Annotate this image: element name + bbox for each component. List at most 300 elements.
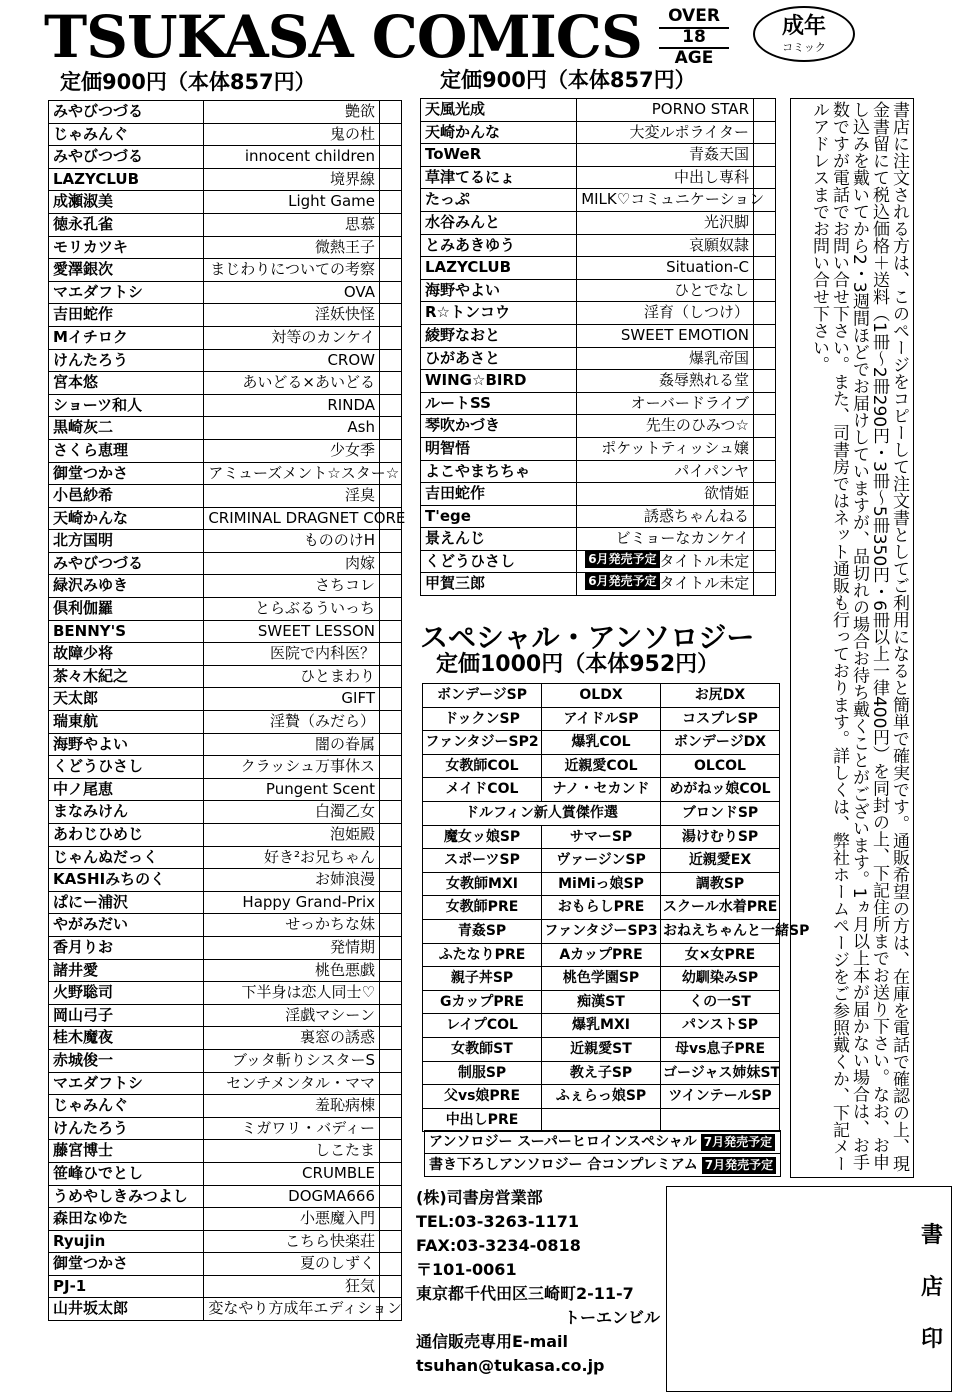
list-item (421, 189, 776, 212)
order-checkbox (380, 733, 402, 756)
anthology-cell: 女教師PRE (423, 896, 542, 920)
book-title-text: クラッシュ万事休ス (240, 757, 375, 776)
author-name: さくら恵理 (49, 439, 204, 462)
price-right: 定価900円（本体857円） (440, 68, 696, 92)
upcoming-anthology-cell (425, 1154, 781, 1177)
author-name: モリカツキ (49, 236, 204, 259)
stamp-char: 印 (920, 1327, 943, 1352)
book-title (204, 936, 380, 959)
book-title (577, 415, 754, 438)
order-checkbox (380, 711, 402, 734)
book-title-text: さちコレ (314, 576, 375, 595)
list-item (49, 959, 402, 982)
author-name: 明智悟 (421, 437, 577, 460)
price-left: 定価900円（本体857円） (60, 70, 316, 94)
book-title-text: 境界線 (329, 169, 375, 188)
book-title (577, 257, 754, 280)
author-name: じゃみんぐ (49, 1095, 204, 1118)
book-title-text: せっかちな妹 (285, 915, 375, 934)
anthology-row (423, 801, 780, 825)
order-checkbox (380, 146, 402, 169)
order-checkbox (754, 324, 776, 347)
order-checkbox (380, 1253, 402, 1276)
list-item (49, 123, 402, 146)
book-title-text: 哀願奴隷 (688, 235, 749, 254)
book-title (204, 1298, 402, 1321)
book-title-text: 中出し専科 (673, 167, 749, 186)
book-title-text: 裏窓の誘惑 (299, 1028, 375, 1047)
list-item (421, 392, 776, 415)
book-title-text: Situation-C (666, 258, 749, 277)
author-name: 吉田蛇作 (49, 304, 204, 327)
book-title-text: タイトル未定 (659, 574, 750, 593)
book-title-text: 姦辱熟れる堂 (658, 371, 749, 390)
book-title-text: ビミョーなカンケイ (615, 529, 749, 548)
book-title (204, 462, 400, 485)
author-name: まなみけん (49, 801, 204, 824)
book-title-text: Happy Grand-Prix (242, 892, 375, 911)
anthology-cell: OLDX (542, 684, 661, 708)
author-name: けんたろう (49, 1117, 204, 1140)
author-name: くどうひさし (49, 756, 204, 779)
list-item (421, 257, 776, 280)
bookstore-stamp-label (918, 1210, 946, 1366)
left-title-list (48, 100, 406, 1321)
author-name: やがみだい (49, 914, 204, 937)
anthology-cell: ファンタジーSP3 (542, 919, 661, 943)
book-title (204, 507, 406, 530)
author-name: Mイチロク (49, 326, 204, 349)
book-title-text: PORNO STAR (651, 100, 749, 118)
book-title-text: オーバードライブ (630, 393, 749, 412)
anthology-cell: おねえちゃんと一緒SP (661, 919, 780, 943)
author-name: 成瀬淑美 (49, 191, 204, 214)
book-title (204, 372, 380, 395)
book-title-text: Pungent Scent (265, 779, 375, 798)
author-name: 岡山弓子 (49, 1004, 204, 1027)
order-checkbox (380, 801, 402, 824)
book-title-text: CRIMINAL DRAGNET CORE (208, 508, 406, 527)
author-name: LAZYCLUB (49, 168, 204, 191)
anthology-row (423, 754, 780, 778)
book-title-text: 小悪魔入門 (299, 1209, 375, 1228)
anthology-row (423, 731, 780, 755)
order-checkbox (380, 1162, 402, 1185)
author-name: ショーツ和人 (49, 394, 204, 417)
book-title-text: 淫戯マシーン (285, 1005, 375, 1024)
book-title (577, 460, 754, 483)
book-title (204, 439, 380, 462)
author-name: 藤宮博士 (49, 1140, 204, 1163)
order-checkbox (380, 756, 402, 779)
list-item (49, 281, 402, 304)
age-over-text: OVER (668, 6, 720, 26)
list-item (421, 144, 776, 167)
upcoming-anthology-row (425, 1154, 781, 1177)
list-item (49, 349, 402, 372)
book-title (204, 326, 380, 349)
list-item (49, 213, 402, 236)
book-title-text: 光沢脚 (703, 212, 749, 231)
special-anthology-price: 定価1000円（本体952円） (436, 652, 720, 677)
anthology-row (423, 896, 780, 920)
brand-title: TSUKASA COMICS (44, 3, 642, 71)
book-title-text: 桃色悪戯 (314, 960, 375, 979)
book-title-text: とらぶるういっち (254, 599, 375, 618)
author-name: 小邑紗希 (49, 485, 204, 508)
author-name: 倶利伽羅 (49, 598, 204, 621)
author-name: うめやしきみつよし (49, 1185, 204, 1208)
order-checkbox (380, 281, 402, 304)
anthology-cell: 制服SP (423, 1061, 542, 1085)
anthology-cell: 女×女PRE (661, 943, 780, 967)
book-title-text: 夏のしずく (299, 1254, 375, 1273)
list-item (49, 1208, 402, 1231)
author-name: みやびつづる (49, 101, 204, 124)
upcoming-anthologies (424, 1130, 781, 1177)
author-name: LAZYCLUB (421, 257, 577, 280)
author-name: 黒崎灰二 (49, 417, 204, 440)
anthology-row (423, 872, 780, 896)
book-title-text: 微熱王子 (314, 237, 375, 256)
book-title (577, 437, 754, 460)
book-title (577, 347, 754, 370)
anthology-cell: 桃色学園SP (542, 967, 661, 991)
book-title-text: まじわりについての考察 (210, 260, 375, 279)
release-badge: 6月発売予定 (585, 551, 659, 568)
list-item (49, 1230, 402, 1253)
list-item (49, 891, 402, 914)
book-title-text: CRUMBLE (302, 1163, 375, 1182)
order-checkbox (754, 392, 776, 415)
order-checkbox (754, 573, 776, 596)
book-title-text: センチメンタル・ママ (226, 1073, 375, 1092)
book-title (204, 891, 380, 914)
anthology-cell: くの一ST (661, 990, 780, 1014)
author-name: よこやまちちゃ (421, 460, 577, 483)
list-item (49, 372, 402, 395)
author-name: 森田なゆた (49, 1208, 204, 1231)
list-item (49, 191, 402, 214)
book-title-text: Light Game (288, 192, 375, 211)
order-checkbox (380, 213, 402, 236)
list-item (49, 417, 402, 440)
anthology-cell: 近親愛ST (542, 1037, 661, 1061)
anthology-row (423, 1108, 780, 1132)
book-title (204, 711, 380, 734)
book-title-text: ひとまわり (299, 666, 375, 685)
book-title (204, 304, 380, 327)
order-checkbox (380, 1275, 402, 1298)
book-title (577, 302, 754, 325)
anthology-cell: 調教SP (661, 872, 780, 896)
author-name: 茶々木紀之 (49, 665, 204, 688)
list-item (49, 1253, 402, 1276)
book-title-text: ポケットティッシュ嬢 (601, 438, 749, 457)
anthology-cell: GカップPRE (423, 990, 542, 1014)
list-item (421, 415, 776, 438)
book-title-text: もののけH (303, 531, 375, 550)
list-item (49, 530, 402, 553)
list-item (49, 101, 402, 124)
list-item (421, 121, 776, 144)
list-item (421, 370, 776, 393)
book-title-text: 淫臭 (344, 486, 375, 505)
list-item (49, 326, 402, 349)
order-checkbox (380, 485, 402, 508)
anthology-cell: スポーツSP (423, 849, 542, 873)
anthology-cell: おもらしPRE (542, 896, 661, 920)
author-name: たっぷ (421, 189, 577, 212)
right-title-list (420, 98, 776, 596)
book-title-text: 闇の眷属 (314, 734, 375, 753)
book-title (204, 259, 380, 282)
book-title (577, 528, 754, 551)
anthology-cell: 爆乳COL (542, 731, 661, 755)
book-title (204, 643, 380, 666)
order-checkbox (380, 575, 402, 598)
author-name: 草津てるにょ (421, 166, 577, 189)
anthology-cell: ヴァージンSP (542, 849, 661, 873)
anthology-row (423, 943, 780, 967)
publisher-mail-label: 通信販売専用E-mail (416, 1332, 569, 1351)
book-title (204, 914, 380, 937)
book-title-text: SWEET LESSON (257, 621, 375, 640)
author-name: 天崎かんな (421, 121, 577, 144)
book-title (204, 1253, 380, 1276)
author-name: 桂木魔夜 (49, 1027, 204, 1050)
book-title-text: タイトル未定 (659, 551, 750, 570)
list-item (49, 1117, 402, 1140)
book-title (204, 575, 380, 598)
list-item (49, 846, 402, 869)
anthology-cell (542, 1108, 661, 1132)
book-title (204, 1072, 380, 1095)
order-checkbox (380, 778, 402, 801)
list-item (49, 1049, 402, 1072)
age-age-text: AGE (674, 48, 714, 68)
adult-badge-title: 成年 (781, 14, 826, 39)
special-anthology-title: スペシャル・アンソロジー (420, 621, 755, 654)
list-item (49, 620, 402, 643)
author-name: 諸井愛 (49, 959, 204, 982)
book-title (577, 144, 754, 167)
author-name: 徳永孔雀 (49, 213, 204, 236)
list-item (49, 1185, 402, 1208)
book-title (577, 234, 754, 257)
book-title (204, 236, 380, 259)
list-item (421, 573, 776, 596)
author-name: 御堂つかさ (49, 462, 204, 485)
anthology-cell: ボンデージSP (423, 684, 542, 708)
author-name: 海野やよい (421, 279, 577, 302)
list-item (49, 711, 402, 734)
author-name: じゃんぬだっく (49, 846, 204, 869)
list-item (49, 1162, 402, 1185)
order-checkbox (380, 326, 402, 349)
anthology-cell: 青姦SP (423, 919, 542, 943)
anthology-row (423, 707, 780, 731)
list-item (49, 936, 402, 959)
order-checkbox (380, 598, 402, 621)
author-name: 瑞東航 (49, 711, 204, 734)
order-checkbox (380, 123, 402, 146)
list-item (421, 460, 776, 483)
list-item (49, 552, 402, 575)
anthology-cell: ゴージャス姉妹ST (661, 1061, 780, 1085)
book-title (204, 688, 380, 711)
book-title-text: 思慕 (344, 214, 375, 233)
stamp-char: 書 (920, 1223, 943, 1248)
book-title (204, 485, 380, 508)
book-title (204, 1140, 380, 1163)
list-item (421, 234, 776, 257)
book-title (204, 552, 380, 575)
anthology-cell: 教え子SP (542, 1061, 661, 1085)
order-checkbox (754, 550, 776, 573)
book-title (577, 324, 754, 347)
book-title (577, 550, 754, 573)
book-title-text: あいどる×あいどる (242, 373, 375, 392)
anthology-cell: レイプCOL (423, 1014, 542, 1038)
list-item (421, 166, 776, 189)
book-title-text: 爆乳帝国 (688, 348, 749, 367)
anthology-cell: MiMiっ娘SP (542, 872, 661, 896)
author-name: 海野やよい (49, 733, 204, 756)
book-title-text: しこたま (314, 1141, 375, 1160)
list-item (49, 598, 402, 621)
list-item (49, 914, 402, 937)
order-checkbox (380, 1049, 402, 1072)
anthology-cell: 幼馴染みSP (661, 967, 780, 991)
list-item (421, 302, 776, 325)
author-name: 琴吹かづき (421, 415, 577, 438)
anthology-cell: ドルフィン新人賞傑作選 (423, 801, 661, 825)
anthology-cell: コスプレSP (661, 707, 780, 731)
anthology-cell (661, 1108, 780, 1132)
order-checkbox (754, 99, 776, 122)
book-title (204, 620, 380, 643)
author-name: 甲賀三郎 (421, 573, 577, 596)
anthology-cell: AカップPRE (542, 943, 661, 967)
anthology-row (423, 825, 780, 849)
list-item (49, 665, 402, 688)
order-checkbox (380, 394, 402, 417)
list-item (421, 99, 776, 122)
book-title (577, 166, 754, 189)
order-checkbox (380, 665, 402, 688)
order-checkbox (754, 347, 776, 370)
book-title-text: 狂気 (344, 1276, 375, 1295)
list-item (421, 324, 776, 347)
list-item (49, 507, 402, 530)
book-title-text: 医院で内科医？ (269, 644, 375, 663)
order-checkbox (380, 304, 402, 327)
order-checkbox (380, 936, 402, 959)
order-checkbox (380, 552, 402, 575)
order-checkbox (754, 166, 776, 189)
author-name: 宮本悠 (49, 372, 204, 395)
anthology-cell: 魔女ッ娘SP (423, 825, 542, 849)
order-checkbox (380, 846, 402, 869)
author-name: 天崎かんな (49, 507, 204, 530)
order-checkbox (380, 101, 402, 124)
anthology-cell: 痴漢ST (542, 990, 661, 1014)
author-name: みやびつづる (49, 146, 204, 169)
order-checkbox (380, 1004, 402, 1027)
author-name: 笹峰ひでとし (49, 1162, 204, 1185)
anthology-row (423, 778, 780, 802)
book-title (577, 121, 754, 144)
anthology-cell: メイドCOL (423, 778, 542, 802)
special-anthology-grid (422, 683, 810, 1132)
release-badge: 7月発売予定 (701, 1134, 775, 1151)
order-checkbox (380, 1185, 402, 1208)
anthology-cell: ナノ・セカンド (542, 778, 661, 802)
list-item (421, 550, 776, 573)
anthology-cell: 母vs息子PRE (661, 1037, 780, 1061)
author-name: 赤城俊一 (49, 1049, 204, 1072)
author-name: 景えんじ (421, 528, 577, 551)
book-title-text: 先生のひみつ☆ (645, 416, 749, 435)
adult-comic-badge (753, 6, 855, 62)
order-checkbox (380, 1208, 402, 1231)
author-name: 御堂つかさ (49, 1253, 204, 1276)
book-title (577, 189, 765, 212)
order-checkbox (754, 302, 776, 325)
author-name: ぱにー浦沢 (49, 891, 204, 914)
order-checkbox (754, 279, 776, 302)
list-item (49, 236, 402, 259)
anthology-cell: ファンタジーSP2 (423, 731, 542, 755)
author-name: WING☆BIRD (421, 370, 577, 393)
order-checkbox (380, 688, 402, 711)
order-checkbox (380, 643, 402, 666)
publisher-address: 東京都千代田区三崎町2-11-7 (416, 1284, 634, 1303)
book-title (204, 801, 380, 824)
anthology-row (423, 967, 780, 991)
author-name: ToWeR (421, 144, 577, 167)
release-badge: 7月発売予定 (702, 1157, 776, 1174)
list-item (49, 1027, 402, 1050)
author-name: とみあきゆう (421, 234, 577, 257)
list-item (49, 304, 402, 327)
author-name: 中ノ尾恵 (49, 778, 204, 801)
list-item (421, 347, 776, 370)
order-checkbox (754, 505, 776, 528)
anthology-cell: ふたなりPRE (423, 943, 542, 967)
author-name: PJ-1 (49, 1275, 204, 1298)
list-item (49, 733, 402, 756)
book-title (577, 370, 754, 393)
book-title (204, 530, 380, 553)
order-checkbox (754, 415, 776, 438)
bookstore-stamp-box (666, 1186, 952, 1392)
book-title (577, 279, 754, 302)
book-title-text: 下半身は恋人同士♡ (241, 983, 375, 1002)
book-title (204, 101, 380, 124)
book-title (204, 1230, 380, 1253)
anthology-cell: ブロンドSP (661, 801, 780, 825)
book-title (204, 1117, 380, 1140)
publisher-info (416, 1186, 660, 1378)
list-item (421, 483, 776, 506)
book-title (204, 213, 380, 236)
anthology-cell: スクール水着PRE (661, 896, 780, 920)
upcoming-anthology-label: アンソロジー スーパーヒロインスペシャル (429, 1134, 697, 1150)
anthology-cell: 女教師COL (423, 754, 542, 778)
list-item (49, 778, 402, 801)
